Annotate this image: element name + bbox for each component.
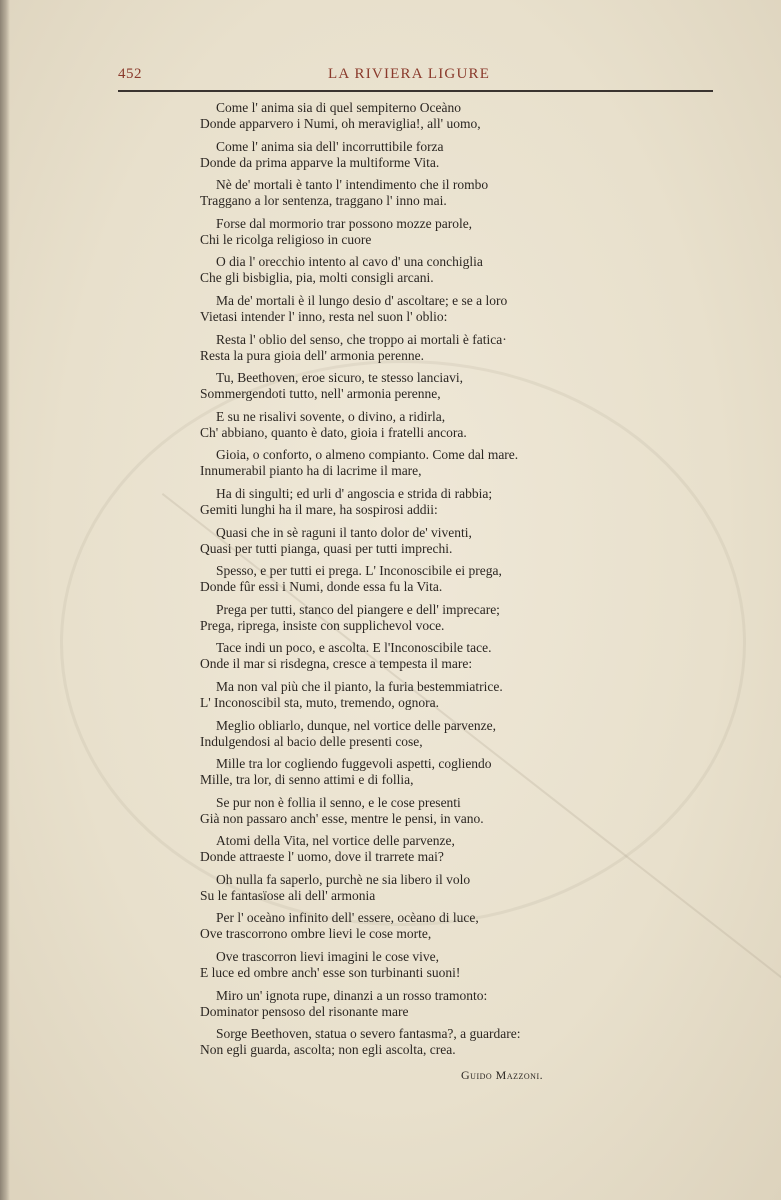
verse-line: Prega, riprega, insiste con supplichevol voce. xyxy=(200,617,445,633)
verse-line: E luce ed ombre anch' esse son turbinanti suoni! xyxy=(200,965,461,981)
verse-line: Ma non val più che il pianto, la furia bestemmiatrice. xyxy=(216,678,503,694)
stanza xyxy=(200,795,580,827)
poem xyxy=(200,100,580,1065)
verse-line: Onde il mar si risdegna, cresce a tempesta il mare: xyxy=(200,656,473,672)
verse-line: Donde da prima apparve la multiforme Vita. xyxy=(200,154,440,170)
verse-line: Dominator pensoso del risonante mare xyxy=(200,1003,409,1019)
stanza xyxy=(200,910,580,942)
stanza xyxy=(200,872,580,904)
verse-line: Resta l' oblio del senso, che troppo ai mortali è fatica· xyxy=(216,331,507,347)
stanza xyxy=(200,949,580,981)
verse-line: Che gli bisbiglia, pia, molti consigli arcani. xyxy=(200,270,434,286)
stanza xyxy=(200,100,580,132)
verse-line: Atomi della Vita, nel vortice delle parvenze, xyxy=(216,833,455,849)
journal-title: LA RIVIERA LIGURE xyxy=(328,66,491,82)
verse-line: Ch' abbiano, quanto è dato, gioia i fratelli ancora. xyxy=(200,424,467,440)
verse-line: Chi le ricolga religioso in cuore xyxy=(200,231,372,247)
stanza xyxy=(200,139,580,171)
verse-line: Ove trascorrono ombre lievi le cose morte, xyxy=(200,926,432,942)
verse-line: Su le fantasïose ali dell' armonia xyxy=(200,887,376,903)
verse-line: Come l' anima sia dell' incorruttibile forza xyxy=(216,138,444,154)
verse-line: Donde attraeste l' uomo, dove il trarrete mai? xyxy=(200,849,444,865)
verse-line: L' Inconoscibil sta, muto, tremendo, ognora. xyxy=(200,694,440,710)
verse-line: O dia l' orecchio intento al cavo d' una conchiglia xyxy=(216,254,483,270)
stanza xyxy=(200,370,580,402)
verse-line: Donde fûr essi i Numi, donde essa fu la Vita. xyxy=(200,579,443,595)
verse-line: Indulgendosi al bacio delle presenti cose, xyxy=(200,733,423,749)
verse-line: Resta la pura gioia dell' armonia perenne. xyxy=(200,347,424,363)
stanza xyxy=(200,640,580,672)
verse-line: Ove trascorron lievi imagini le cose vive, xyxy=(216,949,440,965)
verse-line: Come l' anima sia di quel sempiterno Oceàno xyxy=(216,100,461,115)
verse-line: Traggano a lor sentenza, traggano l' inno mai. xyxy=(200,193,447,209)
stanza xyxy=(200,756,580,788)
verse-line: Spesso, e per tutti ei prega. L' Inconoscibile ei prega, xyxy=(216,563,502,579)
stanza xyxy=(200,254,580,286)
stanza xyxy=(200,833,580,865)
stanza xyxy=(200,486,580,518)
stanza xyxy=(200,177,580,209)
verse-line: Gioia, o conforto, o almeno compianto. Come dal mare. xyxy=(216,447,519,463)
verse-line: Sommergendoti tutto, nell' armonia perenne, xyxy=(200,386,441,402)
stanza xyxy=(200,602,580,634)
verse-line: Oh nulla fa saperlo, purchè ne sia libero il volo xyxy=(216,871,471,887)
stanza xyxy=(200,332,580,364)
verse-line: Quasi per tutti pianga, quasi per tutti imprechi. xyxy=(200,540,453,556)
stanza xyxy=(200,447,580,479)
stanza xyxy=(200,216,580,248)
stanza xyxy=(200,679,580,711)
verse-line: Forse dal mormorio trar possono mozze parole, xyxy=(216,215,473,231)
verse-line: Sorge Beethoven, statua o severo fantasma?, a guardare: xyxy=(216,1026,521,1042)
stanza xyxy=(200,718,580,750)
verse-line: Tace indi un poco, e ascolta. E l'Inconoscibile tace. xyxy=(216,640,492,656)
verse-line: Ha di singulti; ed urli d' angoscia e strida di rabbia; xyxy=(216,485,493,501)
stanza xyxy=(200,525,580,557)
verse-line: Ma de' mortali è il lungo desio d' ascoltare; e se a loro xyxy=(216,292,508,308)
verse-line: Meglio obliarlo, dunque, nel vortice delle parvenze, xyxy=(216,717,497,733)
verse-line: Non egli guarda, ascolta; non egli ascolta, crea. xyxy=(200,1042,456,1058)
stanza xyxy=(200,409,580,441)
verse-line: Nè de' mortali è tanto l' intendimento che il rombo xyxy=(216,177,489,193)
stanza xyxy=(200,988,580,1020)
stanza xyxy=(200,293,580,325)
verse-line: Mille tra lor cogliendo fuggevoli aspetti, cogliendo xyxy=(216,756,492,772)
book-spine-shadow xyxy=(0,0,10,1200)
verse-line: Vietasi intender l' inno, resta nel suon l' oblio: xyxy=(200,308,448,324)
verse-line: Gemiti lunghi ha il mare, ha sospirosi addii: xyxy=(200,501,438,517)
header-rule xyxy=(118,90,713,92)
verse-line: Quasi che in sè raguni il tanto dolor de' viventi, xyxy=(216,524,472,540)
running-header xyxy=(118,62,713,90)
verse-line: Già non passaro anch' esse, mentre le pensi, in vano. xyxy=(200,810,484,826)
stanza xyxy=(200,563,580,595)
verse-line: E su ne risalivi sovente, o divino, a ridirla, xyxy=(216,408,446,424)
verse-line: Per l' oceàno infinito dell' essere, ocèano di luce, xyxy=(216,910,479,926)
stanza xyxy=(200,1026,580,1058)
verse-line: Donde apparvero i Numi, oh meraviglia!, all' uomo, xyxy=(200,116,481,131)
verse-line: Se pur non è follia il senno, e le cose presenti xyxy=(216,794,461,810)
author-signature: Guido Mazzoni. xyxy=(461,1068,544,1082)
verse-line: Miro un' ignota rupe, dinanzi a un rosso tramonto: xyxy=(216,987,488,1003)
verse-line: Prega per tutti, stanco del piangere e dell' imprecare; xyxy=(216,601,500,617)
verse-line: Tu, Beethoven, eroe sicuro, te stesso lanciavi, xyxy=(216,370,463,386)
page-number: 452 xyxy=(118,66,142,82)
verse-line: Mille, tra lor, di senno attimi e di follia, xyxy=(200,772,414,788)
verse-line: Innumerabil pianto ha di lacrime il mare, xyxy=(200,463,422,479)
